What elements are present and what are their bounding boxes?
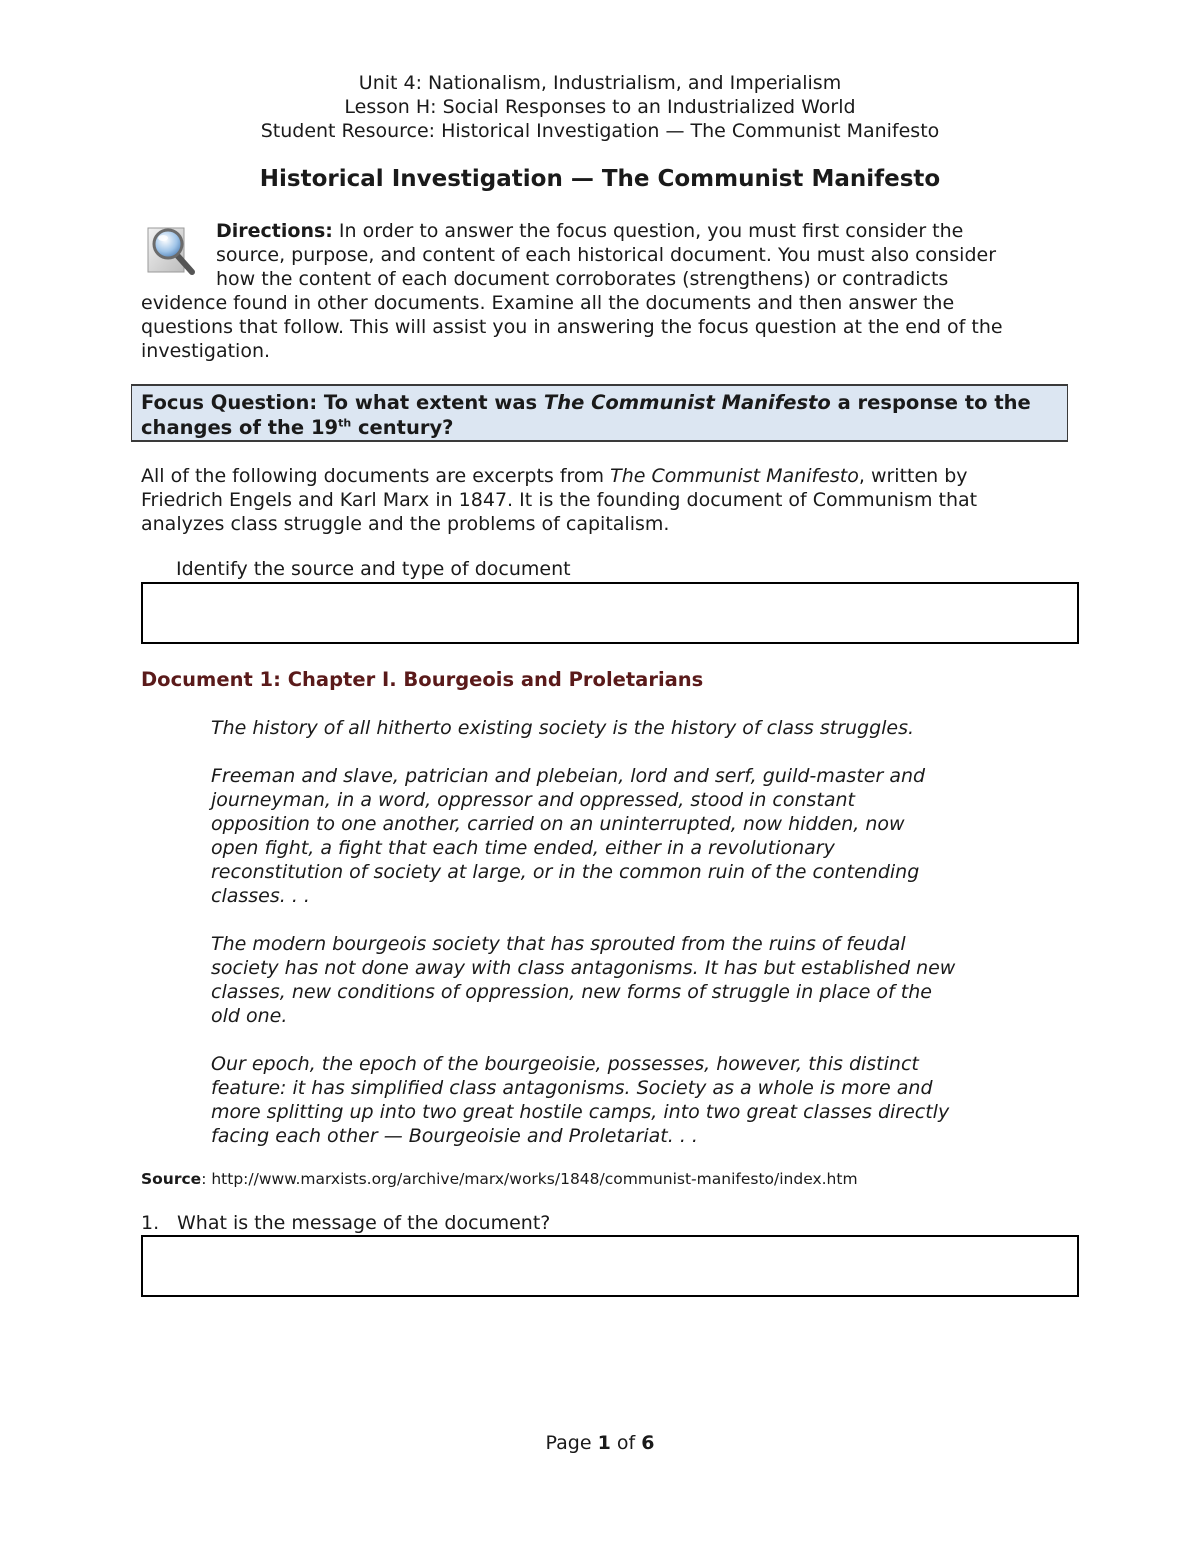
quote-line: old one. — [211, 1005, 288, 1027]
directions-text-6: investigation. — [141, 340, 271, 362]
document-header — [0, 71, 1200, 143]
header-lesson: Lesson H: Social Responses to an Industrialized World — [344, 96, 856, 118]
focus-question-box — [131, 384, 1068, 442]
page-current: 1 — [597, 1432, 611, 1454]
quote-paragraph-1 — [211, 716, 1011, 740]
document-1-heading: Document 1: Chapter I. Bourgeois and Proletarians — [141, 668, 704, 691]
question-1-text: What is the message of the document? — [177, 1212, 551, 1234]
directions-text-1: In order to answer the focus question, you must first consider the — [332, 220, 964, 242]
quote-line: reconstitution of society at large, or in the common ruin of the contending — [211, 861, 920, 883]
page-footer — [0, 1432, 1200, 1454]
quote-line: more splitting up into two great hostile camps, into two great classes directly — [211, 1101, 950, 1123]
directions-text-2: source, purpose, and content of each historical document. You must also consider — [216, 244, 997, 266]
quote-paragraph-4 — [211, 1052, 1011, 1148]
focus-question-sup: th — [338, 416, 352, 430]
header-unit: Unit 4: Nationalism, Industrialism, and Imperialism — [358, 72, 842, 94]
quote-line: Freeman and slave, patrician and plebeian, lord and serf, guild-master and — [211, 765, 926, 787]
document-1-quote — [211, 716, 1011, 1172]
identify-source-label: Identify the source and type of document — [176, 558, 571, 580]
intro-paragraph — [141, 464, 1061, 536]
quote-line: classes. . . — [211, 885, 310, 907]
directions-text-4: evidence found in other documents. Examine all the documents and then answer the — [141, 292, 955, 314]
page-prefix: Page — [545, 1432, 598, 1454]
focus-question-pre: Focus Question: To what extent was — [141, 391, 544, 414]
question-1-answer-box[interactable] — [141, 1235, 1079, 1297]
quote-line: facing each other — Bourgeoisie and Proletariat. . . — [211, 1125, 698, 1147]
quote-line: open fight, a fight that each time ended, either in a revolutionary — [211, 837, 835, 859]
focus-question-post: a response to the — [830, 391, 1031, 414]
intro-pre: All of the following documents are excerpts from — [141, 465, 611, 487]
source-link[interactable]: http://www.marxists.org/archive/marx/works/1848/communist-manifesto/index.htm — [211, 1170, 858, 1188]
page-total: 6 — [641, 1432, 655, 1454]
quote-line: Our epoch, the epoch of the bourgeoisie, possesses, however, this distinct — [211, 1053, 919, 1075]
document-1-source: Source: http://www.marxists.org/archive/marx/works/1848/communist-manifesto/index.htm — [141, 1170, 858, 1188]
quote-line: feature: it has simplified class antagonisms. Society as a whole is more and — [211, 1077, 933, 1099]
directions-text-3: how the content of each document corroborates (strengthens) or contradicts — [216, 268, 949, 290]
quote-paragraph-3 — [211, 932, 1011, 1028]
quote-line: opposition to one another, carried on an uninterrupted, now hidden, now — [211, 813, 905, 835]
page-title: Historical Investigation — The Communist Manifesto — [259, 166, 941, 192]
intro-line-3: analyzes class struggle and the problems of capitalism. — [141, 513, 670, 535]
quote-line: journeyman, in a word, oppressor and oppressed, stood in constant — [211, 789, 855, 811]
intro-line-2: Friedrich Engels and Karl Marx in 1847. It is the founding document of Communism that — [141, 489, 978, 511]
focus-question-line2: changes of the 19 — [141, 416, 339, 439]
quote-line: The modern bourgeois society that has sprouted from the ruins of feudal — [211, 933, 906, 955]
identify-source-answer-box[interactable] — [141, 582, 1079, 644]
quote-paragraph-2 — [211, 764, 1011, 908]
question-1-number: 1. — [141, 1212, 160, 1234]
focus-question-title: The Communist Manifesto — [543, 391, 831, 414]
quote-line: classes, new conditions of oppression, new forms of struggle in place of the — [211, 981, 932, 1003]
quote-line: The history of all hitherto existing society is the history of class struggles. — [211, 717, 915, 739]
intro-title: The Communist Manifesto — [610, 465, 859, 487]
source-label: Source — [141, 1170, 202, 1188]
directions-text-5: questions that follow. This will assist you in answering the focus question at the end of the — [141, 316, 1003, 338]
page-of: of — [610, 1432, 642, 1454]
directions — [141, 219, 1061, 363]
header-resource: Student Resource: Historical Investigation — The Communist Manifesto — [260, 120, 940, 142]
focus-question-end: century? — [351, 416, 454, 439]
quote-line: society has not done away with class antagonisms. It has but established new — [211, 957, 956, 979]
directions-label: Directions: — [216, 220, 333, 242]
intro-post: , written by — [858, 465, 968, 487]
question-1 — [141, 1212, 550, 1234]
